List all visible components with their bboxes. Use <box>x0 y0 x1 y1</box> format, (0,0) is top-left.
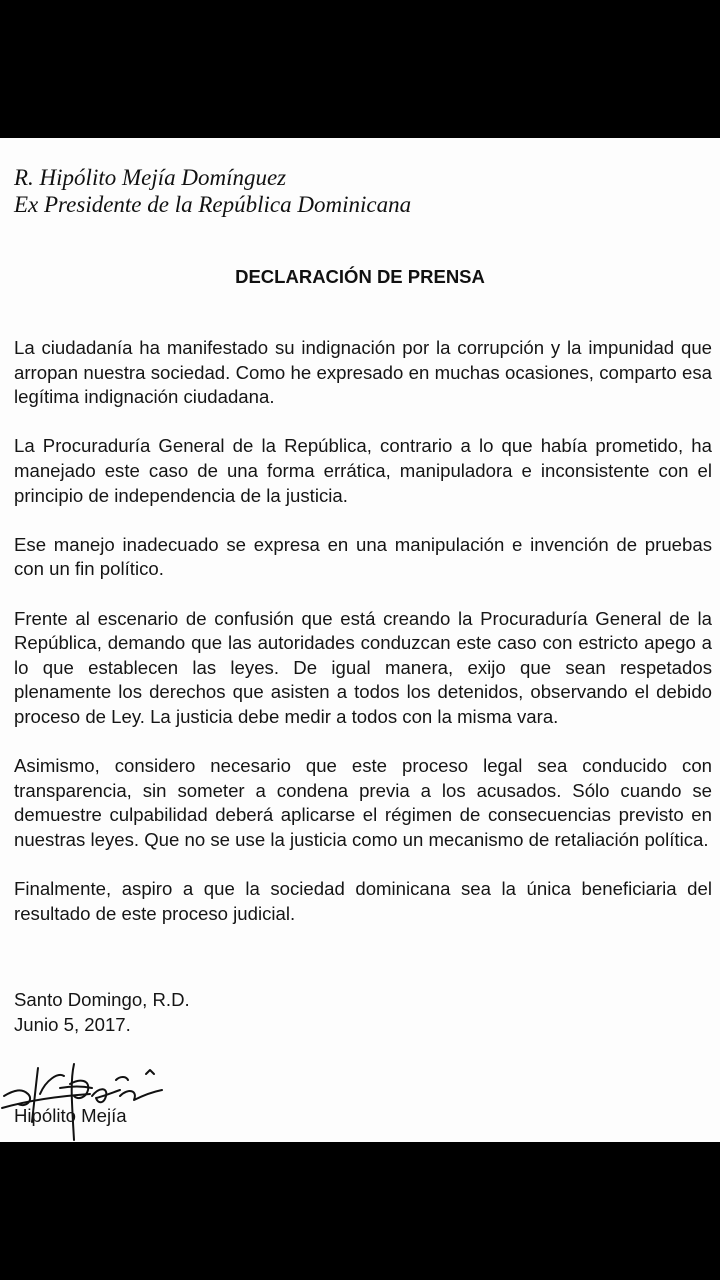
paragraph-2: La Procuraduría General de la República, contrario a lo que había prometido, ha manejado este caso de una forma errática, manipuladora e inconsistente con el principio de independencia de la justicia. <box>14 435 712 506</box>
letterhead-name: R. Hipólito Mejía Domínguez <box>14 165 287 190</box>
letterhead-position: Ex Presidente de la República Dominicana <box>14 192 412 217</box>
place-and-date <box>14 988 190 1037</box>
paragraph-6: Finalmente, aspiro a que la sociedad dominicana sea la única beneficiaria del resultado de este proceso judicial. <box>14 878 712 924</box>
date: Junio 5, 2017. <box>14 1013 131 1035</box>
place: Santo Domingo, R.D. <box>14 989 190 1010</box>
press-release-document <box>0 138 720 1142</box>
document-title: DECLARACIÓN DE PRENSA <box>235 266 485 287</box>
document-body <box>14 336 712 951</box>
letterhead <box>14 164 411 218</box>
paragraph-1: La ciudadanía ha manifestado su indignación por la corrupción y la impunidad que arropan nuestra sociedad. Como he expresado en muchas ocasiones, comparto esa legítima indignación ciudadana. <box>14 337 712 408</box>
signer-name: Hipólito Mejía <box>14 1105 127 1126</box>
paragraph-3: Ese manejo inadecuado se expresa en una manipulación e invención de pruebas con un fin político. <box>14 533 712 580</box>
handwritten-signature <box>0 1060 200 1142</box>
paragraph-4: Frente al escenario de confusión que está creando la Procuraduría General de la República, demando que las autoridades conduzcan este caso con estricto apego a lo que establecen las leyes. De igual manera, exijo que sean respetados plenamente los derechos que asisten a todos los detenidos, observando el debido proceso de Ley. La justicia debe medir a todos con la misma vara. <box>14 607 712 727</box>
paragraph-5: Asimismo, considero necesario que este proceso legal sea conducido con transparencia, sin someter a condena previa a los acusados. Sólo cuando se demuestre culpabilidad deberá aplicarse el régimen de consecuencias previsto en nuestras leyes. Que no se use la justicia como un mecanismo de retaliación política. <box>14 755 712 850</box>
